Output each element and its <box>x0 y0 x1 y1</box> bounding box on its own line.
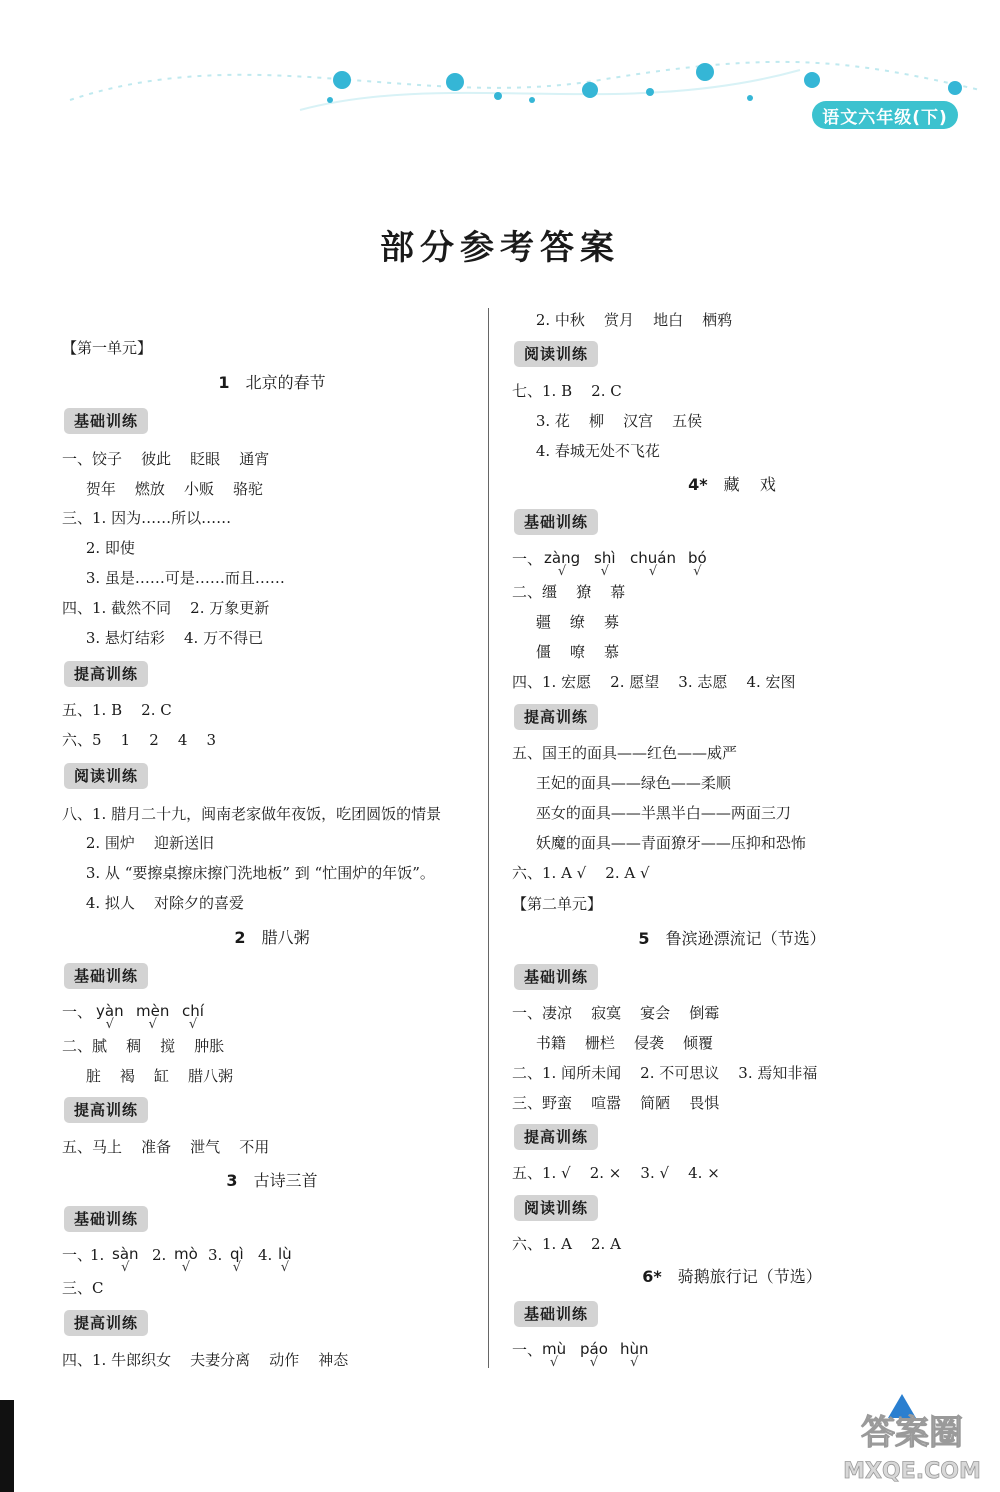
lesson-title: 2 腊八粥 <box>234 928 310 947</box>
answer-line: 贺年 燃放 小贩 骆驼 <box>62 480 264 498</box>
answer-line: 脏 褐 缸 腊八粥 <box>62 1067 234 1085</box>
answer-line: 书籍 栅栏 侵袭 倾覆 <box>512 1034 714 1052</box>
answer-line: 二、1. 闻所未闻 2. 不可思议 3. 焉知非福 <box>512 1064 818 1082</box>
section-badge: 基础训练 <box>514 1301 598 1327</box>
check-mark-icon: √ <box>693 564 702 579</box>
pinyin-item: mèn √ <box>136 1002 170 1032</box>
answer-line: 2. 即使 <box>62 539 135 557</box>
answer-line: 3. 花 柳 汉宫 五侯 <box>512 412 703 430</box>
answer-line: 4. 春城无处不飞花 <box>512 442 660 460</box>
section-badge: 阅读训练 <box>64 763 148 789</box>
page-title: 部分参考答案 <box>380 228 620 268</box>
answer-line: 王妃的面具——绿色——柔顺 <box>512 774 731 792</box>
grade-tag: 语文六年级(下) <box>812 101 958 129</box>
check-mark-icon: √ <box>280 1260 289 1275</box>
pinyin-item: bó √ <box>688 549 707 579</box>
lesson-title: 6* 骑鹅旅行记（节选） <box>642 1267 822 1286</box>
answer-line: 六、1. A 2. A <box>512 1235 621 1253</box>
answer-line: 僵 嘹 慕 <box>512 643 619 661</box>
answer-line: 疆 缭 募 <box>512 613 619 631</box>
answer-line: 一、凄凉 寂寞 宴会 倒霉 <box>512 1004 720 1022</box>
watermark-url: MXQE.COM <box>843 1459 981 1484</box>
answer-line: 三、野蛮 喧嚣 简陋 畏惧 <box>512 1094 720 1112</box>
lesson-title: 1 北京的春节 <box>218 373 326 392</box>
answer-line: 七、1. B 2. C <box>512 382 622 400</box>
watermark-logo <box>812 1388 992 1488</box>
answer-line: 2. 中秋 赏月 地白 栖鸦 <box>512 311 733 329</box>
answer-line: 二、缰 獠 幕 <box>512 583 626 601</box>
check-mark-icon: √ <box>148 1017 157 1032</box>
answer-line-prefix: 一、 <box>62 1246 93 1264</box>
lesson-title: 3 古诗三首 <box>226 1171 318 1190</box>
answer-line: 巫女的面具——半黑半白——两面三刀 <box>512 804 791 822</box>
answer-line: 八、1. 腊月二十九，闽南老家做年夜饭，吃团圆饭的情景 <box>62 805 442 823</box>
check-mark-icon: √ <box>648 564 658 579</box>
answer-line: 五、国王的面具——红色——威严 <box>512 744 738 762</box>
answer-line: 4. 拟人 对除夕的喜爱 <box>62 894 244 912</box>
section-badge: 提高训练 <box>514 1124 598 1150</box>
answer-line: 五、马上 准备 泄气 不用 <box>62 1138 270 1156</box>
section-badge: 基础训练 <box>64 1206 148 1232</box>
watermark-text: 答案圈 <box>861 1413 963 1453</box>
answer-line: 四、1. 宏愿 2. 愿望 3. 志愿 4. 宏图 <box>512 673 796 691</box>
section-badge: 基础训练 <box>64 963 148 989</box>
pinyin-item: yàn √ <box>96 1002 124 1032</box>
check-mark-icon: √ <box>232 1260 241 1275</box>
pinyin-item: mù √ <box>542 1340 567 1370</box>
section-badge: 基础训练 <box>64 408 148 434</box>
pinyin-item: sàn √ <box>112 1245 139 1275</box>
lesson-title: 5 鲁滨逊漂流记（节选） <box>638 929 826 948</box>
section-badge: 基础训练 <box>514 509 598 535</box>
answer-line: 3. 从 “要擦桌擦床擦门洗地板” 到 “忙围炉的年饭”。 <box>62 864 435 882</box>
item-number: 3. <box>208 1246 223 1264</box>
section-badge: 提高训练 <box>64 1310 148 1336</box>
answer-line: 四、1. 截然不同 2. 万象更新 <box>62 599 270 617</box>
pinyin-item: mò √ <box>174 1245 198 1275</box>
pinyin-item: hùn √ <box>620 1340 649 1370</box>
column-divider <box>488 308 489 1368</box>
item-number: 2. <box>152 1246 167 1264</box>
section-badge: 提高训练 <box>514 704 598 730</box>
answer-line: 六、1. A √ 2. A √ <box>512 864 650 882</box>
answer-line: 五、1. √ 2. × 3. √ 4. × <box>512 1164 720 1182</box>
answer-line: 3. 悬灯结彩 4. 万不得已 <box>62 629 264 647</box>
lesson-title: 4* 藏 戏 <box>688 475 776 494</box>
check-mark-icon: √ <box>549 1355 559 1370</box>
check-mark-icon: √ <box>121 1260 130 1275</box>
pinyin-item: qì √ <box>230 1245 244 1275</box>
check-mark-icon: √ <box>188 1017 198 1032</box>
answer-line: 五、1. B 2. C <box>62 701 172 719</box>
answer-line-prefix: 一、 <box>512 1341 543 1359</box>
answer-line: 二、腻 稠 搅 肿胀 <box>62 1037 225 1055</box>
answer-line-prefix: 一、 <box>62 1003 93 1021</box>
pinyin-item: lù √ <box>278 1245 292 1275</box>
section-badge: 提高训练 <box>64 661 148 687</box>
section-badge: 阅读训练 <box>514 1195 598 1221</box>
answer-line: 一、饺子 彼此 眨眼 通宵 <box>62 450 270 468</box>
answer-line-prefix: 一、 <box>512 550 543 568</box>
check-mark-icon: √ <box>557 564 567 579</box>
answer-line: 2. 围炉 迎新送旧 <box>62 834 214 852</box>
answer-line: 四、1. 牛郎织女 夫妻分离 动作 神态 <box>62 1351 349 1369</box>
answer-line: 六、5 1 2 4 3 <box>62 731 217 749</box>
pinyin-item: chí √ <box>182 1002 204 1032</box>
section-badge: 基础训练 <box>514 964 598 990</box>
section-badge: 阅读训练 <box>514 341 598 367</box>
unit-heading: 【第一单元】 <box>62 339 153 357</box>
unit-heading: 【第二单元】 <box>512 895 603 913</box>
item-number: 1. <box>90 1246 105 1264</box>
check-mark-icon: √ <box>589 1355 599 1370</box>
check-mark-icon: √ <box>600 564 609 579</box>
answer-line: 三、C <box>62 1279 104 1297</box>
check-mark-icon: √ <box>630 1355 639 1370</box>
pinyin-item: zàng √ <box>544 549 581 579</box>
section-badge: 提高训练 <box>64 1097 148 1123</box>
answer-line: 妖魔的面具——青面獠牙——压抑和恐怖 <box>512 834 806 852</box>
item-number: 4. <box>258 1246 273 1264</box>
answer-line: 3. 虽是……可是……而且…… <box>62 569 285 587</box>
snowflake-icon <box>327 63 962 103</box>
answer-line: 三、1. 因为……所以…… <box>62 509 232 527</box>
pinyin-item: chuán √ <box>630 549 676 579</box>
page-edge-mark <box>0 1400 14 1492</box>
pinyin-item: páo √ <box>580 1340 608 1370</box>
check-mark-icon: √ <box>105 1017 114 1032</box>
check-mark-icon: √ <box>181 1260 191 1275</box>
pinyin-item: shì √ <box>594 549 616 579</box>
